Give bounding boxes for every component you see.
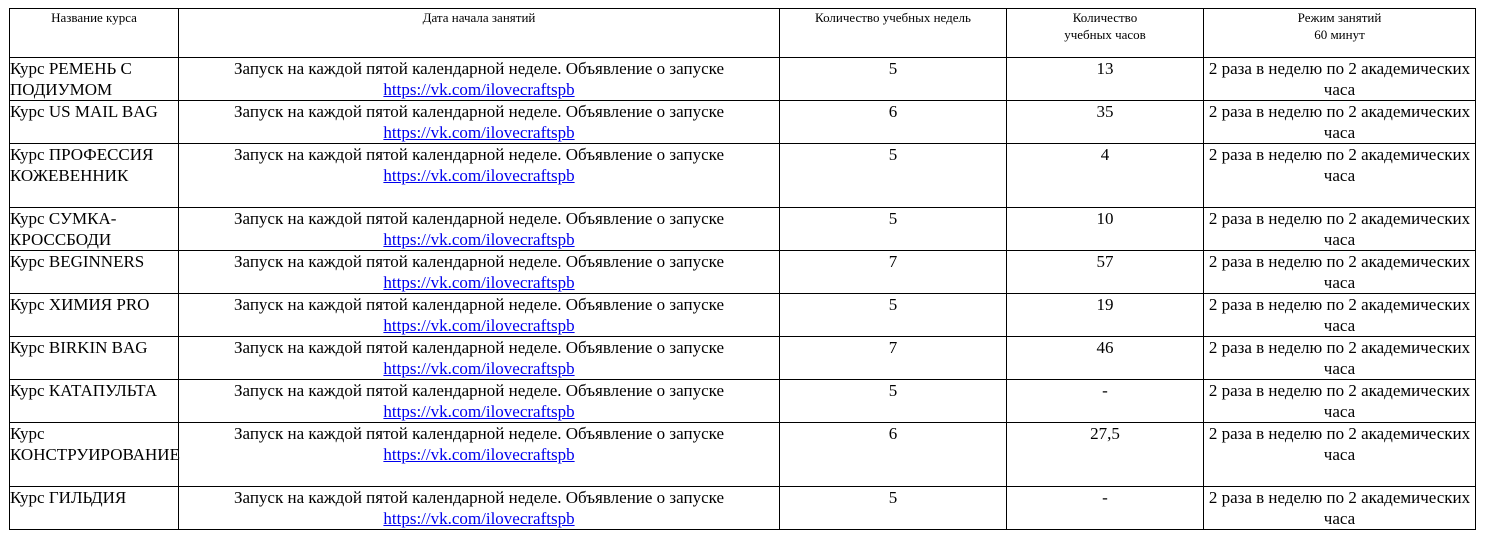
table-row bbox=[10, 337, 1476, 380]
mode-cell: 2 раза в неделю по 2 академических часа bbox=[1204, 337, 1476, 380]
start-date-cell bbox=[179, 208, 780, 251]
courses-table bbox=[9, 8, 1476, 530]
start-date-text: Запуск на каждой пятой календарной неделе. Объявление о запуске bbox=[234, 338, 724, 357]
table-row bbox=[10, 294, 1476, 337]
vk-link[interactable]: https://vk.com/ilovecraftspb bbox=[383, 402, 575, 421]
table-row bbox=[10, 423, 1476, 487]
weeks-cell: 5 bbox=[780, 144, 1007, 208]
hours-cell: 19 bbox=[1007, 294, 1204, 337]
hours-cell: - bbox=[1007, 380, 1204, 423]
table-header-row bbox=[10, 9, 1476, 58]
start-date-cell bbox=[179, 58, 780, 101]
mode-cell: 2 раза в неделю по 2 академических часа bbox=[1204, 423, 1476, 487]
mode-cell: 2 раза в неделю по 2 академических часа bbox=[1204, 58, 1476, 101]
vk-link[interactable]: https://vk.com/ilovecraftspb bbox=[383, 80, 575, 99]
start-date-text: Запуск на каждой пятой календарной неделе. Объявление о запуске bbox=[234, 59, 724, 78]
vk-link[interactable]: https://vk.com/ilovecraftspb bbox=[383, 166, 575, 185]
hours-cell: 13 bbox=[1007, 58, 1204, 101]
start-date-cell bbox=[179, 144, 780, 208]
table-row bbox=[10, 144, 1476, 208]
hours-cell: 10 bbox=[1007, 208, 1204, 251]
weeks-cell: 5 bbox=[780, 58, 1007, 101]
start-date-cell bbox=[179, 337, 780, 380]
header-weeks: Количество учебных недель bbox=[780, 9, 1007, 58]
course-name-cell: Курс BEGINNERS bbox=[10, 251, 179, 294]
course-name-cell: Курс ПРОФЕССИЯ КОЖЕВЕННИК bbox=[10, 144, 179, 208]
weeks-cell: 5 bbox=[780, 380, 1007, 423]
start-date-text: Запуск на каждой пятой календарной неделе. Объявление о запуске bbox=[234, 424, 724, 443]
weeks-cell: 5 bbox=[780, 294, 1007, 337]
course-name-cell: Курс СУМКА-КРОССБОДИ bbox=[10, 208, 179, 251]
vk-link[interactable]: https://vk.com/ilovecraftspb bbox=[383, 316, 575, 335]
hours-cell: 57 bbox=[1007, 251, 1204, 294]
course-name-cell: Курс ХИМИЯ PRO bbox=[10, 294, 179, 337]
mode-cell: 2 раза в неделю по 2 академических часа bbox=[1204, 208, 1476, 251]
start-date-text: Запуск на каждой пятой календарной неделе. Объявление о запуске bbox=[234, 102, 724, 121]
table-row bbox=[10, 58, 1476, 101]
header-start-date: Дата начала занятий bbox=[179, 9, 780, 58]
course-name-cell: Курс US MAIL BAG bbox=[10, 101, 179, 144]
table-row bbox=[10, 487, 1476, 530]
start-date-cell bbox=[179, 380, 780, 423]
header-mode bbox=[1204, 9, 1476, 58]
hours-cell: 35 bbox=[1007, 101, 1204, 144]
weeks-cell: 6 bbox=[780, 101, 1007, 144]
course-name-cell: Курс КОНСТРУИРОВАНИЕ bbox=[10, 423, 179, 487]
mode-cell: 2 раза в неделю по 2 академических часа bbox=[1204, 487, 1476, 530]
table-body bbox=[10, 58, 1476, 530]
course-name-cell: Курс КАТАПУЛЬТА bbox=[10, 380, 179, 423]
table-row bbox=[10, 101, 1476, 144]
start-date-text: Запуск на каждой пятой календарной неделе. Объявление о запуске bbox=[234, 295, 724, 314]
vk-link[interactable]: https://vk.com/ilovecraftspb bbox=[383, 230, 575, 249]
start-date-text: Запуск на каждой пятой календарной неделе. Объявление о запуске bbox=[234, 145, 724, 164]
mode-cell: 2 раза в неделю по 2 академических часа bbox=[1204, 251, 1476, 294]
start-date-cell bbox=[179, 294, 780, 337]
course-name-cell: Курс РЕМЕНЬ С ПОДИУМОМ bbox=[10, 58, 179, 101]
table-row bbox=[10, 251, 1476, 294]
mode-cell: 2 раза в неделю по 2 академических часа bbox=[1204, 101, 1476, 144]
hours-cell: - bbox=[1007, 487, 1204, 530]
header-hours: Количество учебных часов bbox=[1007, 9, 1204, 58]
course-name-cell: Курс ГИЛЬДИЯ bbox=[10, 487, 179, 530]
start-date-cell bbox=[179, 487, 780, 530]
mode-cell: 2 раза в неделю по 2 академических часа bbox=[1204, 144, 1476, 208]
course-name-cell: Курс BIRKIN BAG bbox=[10, 337, 179, 380]
vk-link[interactable]: https://vk.com/ilovecraftspb bbox=[383, 509, 575, 528]
header-course-name: Название курса bbox=[10, 9, 179, 58]
weeks-cell: 5 bbox=[780, 487, 1007, 530]
start-date-cell bbox=[179, 423, 780, 487]
weeks-cell: 6 bbox=[780, 423, 1007, 487]
hours-cell: 46 bbox=[1007, 337, 1204, 380]
header-mode-line1: Режим занятий bbox=[1297, 10, 1382, 25]
weeks-cell: 7 bbox=[780, 251, 1007, 294]
table-row bbox=[10, 208, 1476, 251]
mode-cell: 2 раза в неделю по 2 академических часа bbox=[1204, 380, 1476, 423]
weeks-cell: 5 bbox=[780, 208, 1007, 251]
start-date-text: Запуск на каждой пятой календарной неделе. Объявление о запуске bbox=[234, 209, 724, 228]
hours-cell: 27,5 bbox=[1007, 423, 1204, 487]
mode-cell: 2 раза в неделю по 2 академических часа bbox=[1204, 294, 1476, 337]
vk-link[interactable]: https://vk.com/ilovecraftspb bbox=[383, 359, 575, 378]
start-date-cell bbox=[179, 251, 780, 294]
weeks-cell: 7 bbox=[780, 337, 1007, 380]
vk-link[interactable]: https://vk.com/ilovecraftspb bbox=[383, 273, 575, 292]
table-row bbox=[10, 380, 1476, 423]
start-date-text: Запуск на каждой пятой календарной неделе. Объявление о запуске bbox=[234, 381, 724, 400]
start-date-cell bbox=[179, 101, 780, 144]
start-date-text: Запуск на каждой пятой календарной неделе. Объявление о запуске bbox=[234, 252, 724, 271]
vk-link[interactable]: https://vk.com/ilovecraftspb bbox=[383, 445, 575, 464]
hours-cell: 4 bbox=[1007, 144, 1204, 208]
header-mode-line2: 60 минут bbox=[1314, 27, 1365, 42]
start-date-text: Запуск на каждой пятой календарной неделе. Объявление о запуске bbox=[234, 488, 724, 507]
vk-link[interactable]: https://vk.com/ilovecraftspb bbox=[383, 123, 575, 142]
